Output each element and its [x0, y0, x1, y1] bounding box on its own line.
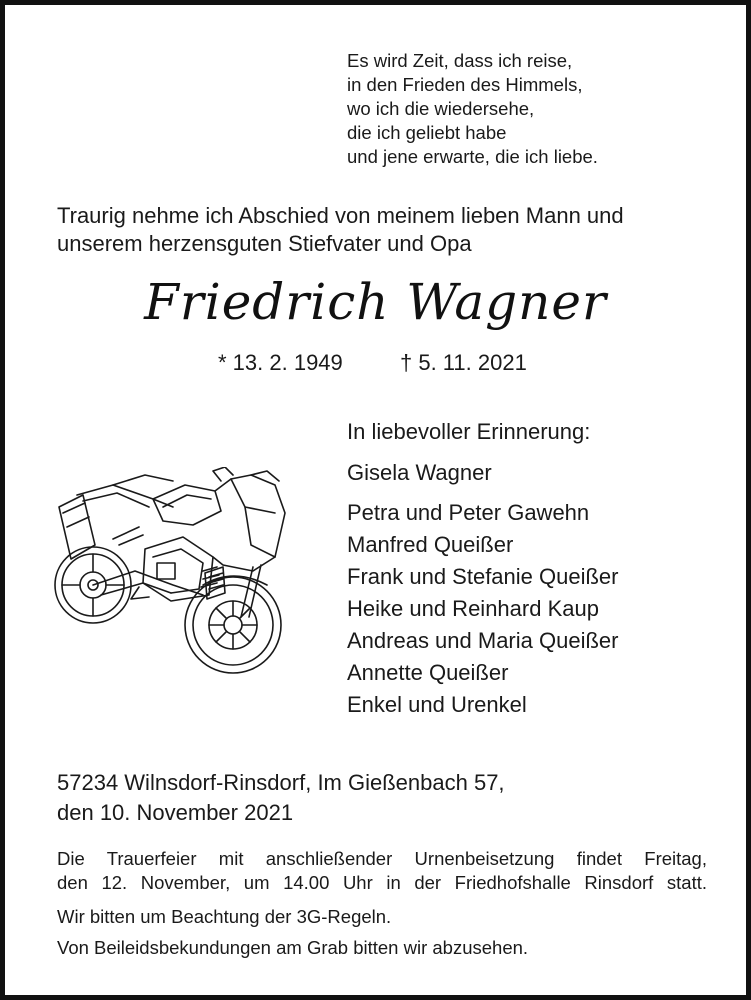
family-member: Enkel und Urenkel: [347, 692, 527, 717]
family-member: Frank und Stefanie Queißer: [347, 564, 619, 589]
poem-line: die ich geliebt habe: [347, 122, 507, 143]
death-date: † 5. 11. 2021: [400, 350, 527, 375]
family-member: Annette Queißer: [347, 660, 509, 685]
poem-line: Es wird Zeit, dass ich reise,: [347, 50, 573, 71]
condolence-note: Von Beileidsbekundungen am Grab bitten wir abzusehen.: [57, 937, 529, 958]
family-list: [347, 497, 618, 721]
covid-note: Wir bitten um Beachtung der 3G-Regeln.: [57, 906, 392, 927]
motorcycle-icon: [53, 467, 293, 682]
poem-line: und jene erwarte, die ich liebe.: [347, 146, 598, 167]
intro-text: [57, 202, 717, 258]
address-block: [57, 768, 505, 828]
intro-line: Traurig nehme ich Abschied von meinem lieben Mann und: [57, 203, 624, 228]
service-line: Die Trauerfeier mit anschließender Urnenbeisetzung findet Freitag,: [57, 848, 707, 869]
service-line: den 12. November, um 14.00 Uhr in der Friedhofshalle Rinsdorf statt.: [57, 872, 707, 893]
mourners-heading: In liebevoller Erinnerung:: [347, 419, 591, 444]
poem-line: in den Frieden des Himmels,: [347, 74, 583, 95]
address-date: den 10. November 2021: [57, 800, 294, 825]
deceased-name: Friedrich Wagner: [144, 273, 607, 331]
family-member: Andreas und Maria Queißer: [347, 628, 619, 653]
service-info: [57, 847, 707, 895]
poem: [347, 49, 707, 169]
family-member: Manfred Queißer: [347, 532, 514, 557]
poem-line: wo ich die wiedersehe,: [347, 98, 535, 119]
family-member: Heike und Reinhard Kaup: [347, 596, 599, 621]
widow-name: Gisela Wagner: [347, 460, 492, 485]
intro-line: unserem herzensguten Stiefvater und Opa: [57, 231, 472, 256]
birth-date: * 13. 2. 1949: [218, 350, 343, 375]
family-member: Petra und Peter Gawehn: [347, 500, 590, 525]
address-place: 57234 Wilnsdorf-Rinsdorf, Im Gießenbach 57,: [57, 770, 505, 795]
